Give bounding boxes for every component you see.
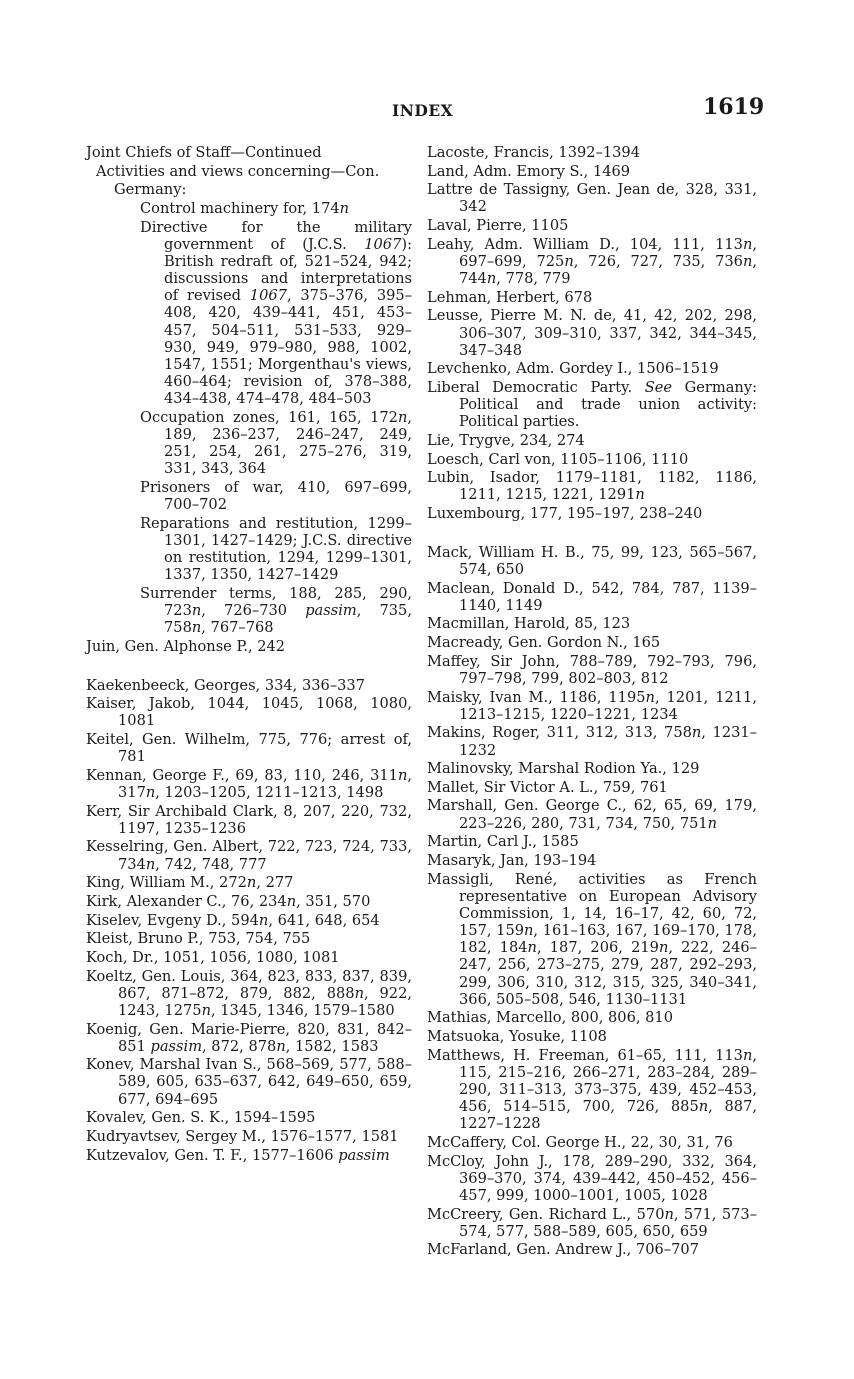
index-subentry: Activities and views concerning—Con. xyxy=(96,162,380,180)
index-subentry: Directive for the military government of (J.C.S. 1067): British redraft of, 521–524, 942; discussions and interpretations of revised 1067, 375–376, 395–408, 420, 439–441, 451, 453–457, 504–511, 531–533, 929–930, 949, 979–980, 988, 1002, 1547, 1551; Morgenthau's views, 460–464; revision of, 378–388, 434–438, 474–478, 484–503 xyxy=(140,218,412,408)
index-entry: Lattre de Tassigny, Gen. Jean de, 328, 331, 342 xyxy=(427,181,757,216)
index-entry: Lie, Trygve, 234, 274 xyxy=(427,432,585,449)
letter-group-gap xyxy=(427,524,757,544)
index-entry: Matsuoka, Yosuke, 1108 xyxy=(427,1028,607,1045)
right-index-column xyxy=(427,144,757,1260)
index-entry: King, William M., 272n, 277 xyxy=(86,874,294,892)
index-entry: Maffey, Sir John, 788–789, 792–793, 796, 797–798, 799, 802–803, 812 xyxy=(427,652,757,687)
page-number: 1619 xyxy=(703,94,765,120)
index-entry: Koeltz, Gen. Louis, 364, 823, 833, 837, 839, 867, 871–872, 879, 882, 888n, 922, 1243, 1275n, 1345, 1346, 1579–1580 xyxy=(86,967,412,1019)
index-entry: Marshall, Gen. George C., 62, 65, 69, 179, 223–226, 280, 731, 734, 750, 751n xyxy=(427,797,757,832)
index-entry: Kutzevalov, Gen. T. F., 1577–1606 passim xyxy=(86,1146,390,1164)
index-entry: Massigli, René, activities as French representative on European Advisory Commission, 1, 14, 16–17, 42, 60, 72, 157, 159n, 161–163, 167, 169–170, 178, 182, 184n, 187, 206, 219n, 222, 246–247, 256, 273–275, 279, 287, 292–293, 299, 306, 310, 312, 315, 325, 340–341, 366, 505–508, 546, 1130–1131 xyxy=(427,870,757,1008)
index-entry: Maclean, Donald D., 542, 784, 787, 1139–1140, 1149 xyxy=(427,579,757,614)
index-entry: Leusse, Pierre M. N. de, 41, 42, 202, 298, 306–307, 309–310, 337, 342, 344–345, 347–348 xyxy=(427,307,757,359)
index-entry: Macmillan, Harold, 85, 123 xyxy=(427,615,631,633)
index-entry: Kudryavtsev, Sergey M., 1576–1577, 1581 xyxy=(86,1127,399,1145)
index-entry: Koenig, Gen. Marie-Pierre, 820, 831, 842–851 passim, 872, 878n, 1582, 1583 xyxy=(86,1020,412,1055)
index-entry: Mack, William H. B., 75, 99, 123, 565–567, 574, 650 xyxy=(427,543,757,578)
index-entry: Mathias, Marcello, 800, 806, 810 xyxy=(427,1009,673,1027)
index-entry: Maisky, Ivan M., 1186, 1195n, 1201, 1211, 1213–1215, 1220–1221, 1234 xyxy=(427,688,757,723)
index-entry: McCreery, Gen. Richard L., 570n, 571, 573–574, 577, 588–589, 605, 650, 659 xyxy=(427,1205,757,1240)
index-subentry: Occupation zones, 161, 165, 172n, 189, 236–237, 246–247, 249, 251, 254, 261, 275–276, 319, 331, 343, 364 xyxy=(140,408,412,478)
index-entry: Konev, Marshal Ivan S., 568–569, 577, 588–589, 605, 635–637, 642, 649–650, 659, 677, 694–695 xyxy=(86,1056,412,1108)
index-entry: Lubin, Isador, 1179–1181, 1182, 1186, 1211, 1215, 1221, 1291n xyxy=(427,469,757,504)
index-entry: Martin, Carl J., 1585 xyxy=(427,833,579,851)
index-entry: Matthews, H. Freeman, 61–65, 111, 113n, 115, 215–216, 266–271, 283–284, 289–290, 311–313, 373–375, 439, 452–453, 456, 514–515, 700, 726, 885n, 887, 1227–1228 xyxy=(427,1046,757,1133)
index-entry: McCloy, John J., 178, 289–290, 332, 364, 369–370, 374, 439–442, 450–452, 456–457, 999, 1000–1001, 1005, 1028 xyxy=(427,1152,757,1204)
index-entry: Kovalev, Gen. S. K., 1594–1595 xyxy=(86,1109,316,1127)
index-entry: Land, Adm. Emory S., 1469 xyxy=(427,162,631,180)
index-entry: Koch, Dr., 1051, 1056, 1080, 1081 xyxy=(86,948,340,966)
index-entry: Juin, Gen. Alphonse P., 242 xyxy=(86,637,286,655)
index-entry: Levchenko, Adm. Gordey I., 1506–1519 xyxy=(427,360,719,378)
index-entry: Laval, Pierre, 1105 xyxy=(427,217,569,235)
index-entry: Kirk, Alexander C., 76, 234n, 351, 570 xyxy=(86,892,371,910)
index-entry: Masaryk, Jan, 193–194 xyxy=(427,851,597,869)
index-entry: Mallet, Sir Victor A. L., 759, 761 xyxy=(427,778,668,796)
index-subentry: Surrender terms, 188, 285, 290, 723n, 726–730 passim, 735, 758n, 767–768 xyxy=(140,584,412,637)
index-entry: Makins, Roger, 311, 312, 313, 758n, 1231–1232 xyxy=(427,724,757,759)
index-entry: McFarland, Gen. Andrew J., 706–707 xyxy=(427,1241,699,1259)
index-subentry: Reparations and restitution, 1299–1301, 1427–1429; J.C.S. directive on restitution, 1294, 1299–1301, 1337, 1350, 1427–1429 xyxy=(140,514,412,584)
index-entry: Kiselev, Evgeny D., 594n, 641, 648, 654 xyxy=(86,911,380,929)
index-entry: Malinovsky, Marshal Rodion Ya., 129 xyxy=(427,760,700,778)
index-entry: Kaekenbeeck, Georges, 334, 336–337 xyxy=(86,676,365,694)
running-head: INDEX xyxy=(392,101,454,120)
index-entry: Lehman, Herbert, 678 xyxy=(427,288,593,306)
index-entry: Liberal Democratic Party. See Germany: Political and trade union activity: Political parties. xyxy=(427,379,757,431)
index-entry: Loesch, Carl von, 1105–1106, 1110 xyxy=(427,450,689,468)
index-entry: Leahy, Adm. William D., 104, 111, 113n, 697–699, 725n, 726, 727, 735, 736n, 744n, 778, 779 xyxy=(427,235,757,288)
index-entry: Kennan, George F., 69, 83, 110, 246, 311n, 317n, 1203–1205, 1211–1213, 1498 xyxy=(86,766,412,801)
index-entry: Kleist, Bruno P., 753, 754, 755 xyxy=(86,930,311,948)
letter-group-gap xyxy=(86,657,412,677)
index-subentry: Germany: xyxy=(114,181,187,199)
index-entry: Kerr, Sir Archibald Clark, 8, 207, 220, 732, 1197, 1235–1236 xyxy=(86,802,412,837)
index-entry: Luxembourg, 177, 195–197, 238–240 xyxy=(427,505,703,523)
left-index-column xyxy=(86,144,412,1165)
index-entry: Lacoste, Francis, 1392–1394 xyxy=(427,144,641,161)
index-entry: Kaiser, Jakob, 1044, 1045, 1068, 1080, 1081 xyxy=(86,695,412,730)
index-entry: Kesselring, Gen. Albert, 722, 723, 724, 733, 734n, 742, 748, 777 xyxy=(86,838,412,873)
index-entry: Macready, Gen. Gordon N., 165 xyxy=(427,634,661,652)
index-entry: Keitel, Gen. Wilhelm, 775, 776; arrest of, 781 xyxy=(86,731,412,766)
index-entry: McCaffery, Col. George H., 22, 30, 31, 76 xyxy=(427,1133,733,1151)
index-subentry: Control machinery for, 174n xyxy=(140,199,350,217)
index-entry: Joint Chiefs of Staff—Continued xyxy=(86,144,322,161)
index-subentry: Prisoners of war, 410, 697–699, 700–702 xyxy=(140,478,412,514)
